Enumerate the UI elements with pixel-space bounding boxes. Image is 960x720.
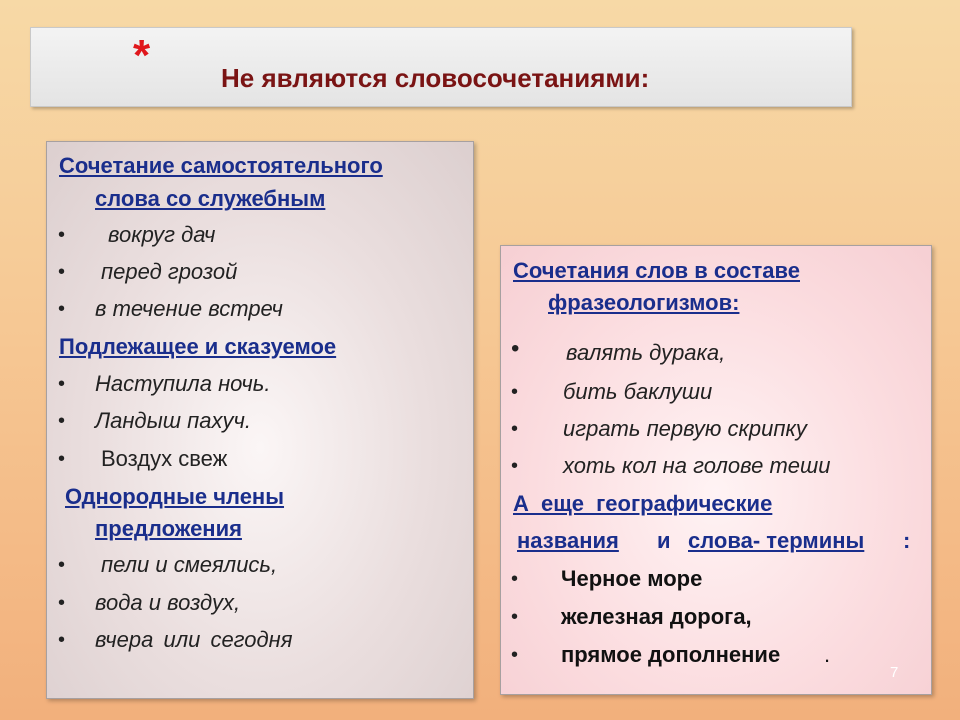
left-item: пели и смеялись, [101,552,278,577]
left-item: перед грозой [101,259,238,284]
right-term-period: . [824,642,831,667]
bullet: • [58,592,66,614]
bullet: • [58,554,66,576]
left-heading-1a: Сочетание самостоятельного [59,153,383,178]
right-heading-2b-and: и [657,528,671,553]
bullet: • [511,335,520,362]
left-heading-2: Подлежащее и сказуемое [59,334,337,359]
right-item: хоть кол на голове теши [563,453,831,478]
bullet: • [511,644,519,666]
slide-title: Не являются словосочетаниями: [221,63,650,93]
right-heading-1a: Сочетания слов в составе [513,258,800,283]
left-item: вода и воздух, [95,590,241,615]
right-heading-2a: А еще географические [513,491,773,516]
bullet: • [511,381,519,403]
left-item: вокруг дач [108,222,216,247]
bullet: • [511,418,519,440]
left-heading-3a: Однородные члены [65,484,285,509]
right-item: валять дурака, [566,340,726,365]
right-heading-2b-terms: слова- термины [688,528,865,553]
right-item: играть первую скрипку [563,416,807,441]
bullet: • [58,224,66,246]
bullet: • [58,298,66,320]
right-term: Черное море [561,566,703,591]
asterisk-mark: * [133,31,151,80]
right-heading-1b: фразеологизмов: [548,290,740,315]
left-heading-3b: предложения [95,516,242,541]
right-term: железная дорога, [561,604,752,629]
bullet: • [511,606,519,628]
bullet: • [58,261,66,283]
bullet: • [58,629,66,651]
bullet: • [58,373,66,395]
right-heading-2b-colon: : [903,528,911,553]
right-item: бить баклуши [563,379,713,404]
bullet: • [511,455,519,477]
left-item: в течение встреч [95,296,283,321]
right-heading-2b-names: названия [517,528,619,553]
left-item: Воздух свеж [101,446,228,471]
left-item: Ландыш пахуч. [95,408,251,433]
bullet: • [511,568,519,590]
left-heading-1b: слова со служебным [95,186,326,211]
right-term: прямое дополнение [561,642,781,667]
left-item: вчера или сегодня [95,627,293,652]
page-number: 7 [890,664,899,681]
bullet: • [58,410,66,432]
left-item: Наступила ночь. [95,371,271,396]
bullet: • [58,448,66,470]
